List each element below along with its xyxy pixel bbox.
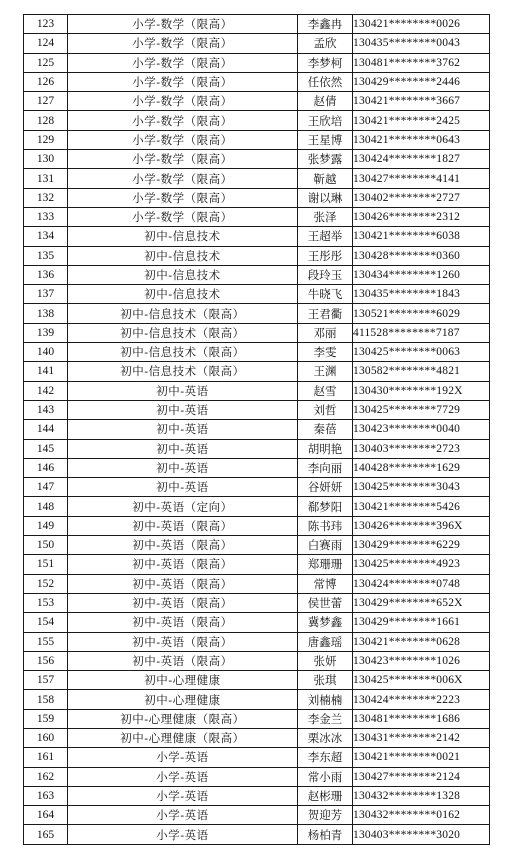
table-row [24,53,490,72]
subject-cell: 初中-心理健康（限高） [68,728,298,747]
row-number: 143 [24,400,68,419]
row-number: 163 [24,786,68,805]
subject-cell: 初中-信息技术 [68,285,298,304]
name-cell: 张泽 [298,207,353,226]
name-cell: 邓丽 [298,323,353,342]
id-number-cell: 130423********0040 [353,420,490,439]
table-row [24,400,490,419]
id-number-cell: 130429********1661 [353,613,490,632]
subject-cell: 小学-数学（限高） [68,207,298,226]
id-number-cell: 130427********2124 [353,767,490,786]
name-cell: 王彤彤 [298,246,353,265]
row-number: 147 [24,478,68,497]
id-number-cell: 130421********2425 [353,111,490,130]
table-row [24,207,490,226]
name-cell: 谢以琳 [298,188,353,207]
id-number-cell: 411528********7187 [353,323,490,342]
id-number-cell: 130432********1328 [353,786,490,805]
table-row [24,92,490,111]
name-cell: 赵倩 [298,92,353,111]
name-cell: 栗冰冰 [298,728,353,747]
id-number-cell: 130425********006X [353,671,490,690]
subject-cell: 小学-数学（限高） [68,15,298,34]
id-number-cell: 130421********5426 [353,497,490,516]
row-number: 130 [24,150,68,169]
id-number-cell: 130425********7729 [353,400,490,419]
subject-cell: 初中-信息技术 [68,227,298,246]
id-number-cell: 130432********0162 [353,806,490,825]
subject-cell: 小学-数学（限高） [68,188,298,207]
subject-cell: 小学-英语 [68,786,298,805]
table-row [24,728,490,747]
name-cell: 白赛雨 [298,536,353,555]
id-number-cell: 130582********4821 [353,362,490,381]
name-cell: 孟欣 [298,34,353,53]
id-number-cell: 130421********0021 [353,748,490,767]
name-cell: 唐鑫瑶 [298,632,353,651]
table-row [24,285,490,304]
table-row [24,15,490,34]
table-row [24,362,490,381]
name-cell: 赵雪 [298,381,353,400]
row-number: 132 [24,188,68,207]
subject-cell: 初中-英语（限高） [68,613,298,632]
subject-cell: 小学-英语 [68,748,298,767]
id-number-cell: 130421********0026 [353,15,490,34]
subject-cell: 初中-信息技术（限高） [68,343,298,362]
row-number: 165 [24,825,68,844]
subject-cell: 初中-英语 [68,400,298,419]
table-row [24,188,490,207]
id-number-cell: 130428********0360 [353,246,490,265]
table-row [24,420,490,439]
id-number-cell: 130402********2727 [353,188,490,207]
row-number: 131 [24,169,68,188]
id-number-cell: 130423********1026 [353,651,490,670]
row-number: 124 [24,34,68,53]
name-cell: 陈书玮 [298,516,353,535]
table-row [24,150,490,169]
name-cell: 王超举 [298,227,353,246]
row-number: 140 [24,343,68,362]
subject-cell: 小学-数学（限高） [68,34,298,53]
id-number-cell: 130403********3020 [353,825,490,844]
subject-cell: 初中-英语 [68,439,298,458]
row-number: 161 [24,748,68,767]
subject-cell: 初中-英语 [68,458,298,477]
table-row [24,767,490,786]
row-number: 142 [24,381,68,400]
subject-cell: 初中-英语（限高） [68,516,298,535]
id-number-cell: 130426********396X [353,516,490,535]
table-row [24,227,490,246]
row-number: 160 [24,728,68,747]
table-row [24,478,490,497]
subject-cell: 小学-数学（限高） [68,169,298,188]
row-number: 149 [24,516,68,535]
table-row [24,458,490,477]
name-cell: 张梦露 [298,150,353,169]
name-cell: 谷妍妍 [298,478,353,497]
subject-cell: 初中-心理健康 [68,690,298,709]
candidate-table-body [24,15,490,845]
row-number: 127 [24,92,68,111]
row-number: 153 [24,593,68,612]
table-row [24,516,490,535]
table-row [24,786,490,805]
subject-cell: 初中-信息技术（限高） [68,323,298,342]
subject-cell: 初中-信息技术 [68,246,298,265]
subject-cell: 初中-英语（定向） [68,497,298,516]
name-cell: 侯世蕾 [298,593,353,612]
name-cell: 张琪 [298,671,353,690]
name-cell: 刘楠楠 [298,690,353,709]
row-number: 136 [24,265,68,284]
name-cell: 赵彬珊 [298,786,353,805]
table-row [24,671,490,690]
id-number-cell: 130481********1686 [353,709,490,728]
subject-cell: 初中-英语（限高） [68,574,298,593]
subject-cell: 初中-心理健康 [68,671,298,690]
row-number: 157 [24,671,68,690]
row-number: 133 [24,207,68,226]
subject-cell: 小学-数学（限高） [68,111,298,130]
row-number: 155 [24,632,68,651]
name-cell: 常博 [298,574,353,593]
table-row [24,439,490,458]
subject-cell: 小学-数学（限高） [68,150,298,169]
table-row [24,574,490,593]
subject-cell: 初中-英语（限高） [68,632,298,651]
table-row [24,111,490,130]
id-number-cell: 130425********0063 [353,343,490,362]
id-number-cell: 130429********652X [353,593,490,612]
id-number-cell: 130424********1827 [353,150,490,169]
id-number-cell: 130434********1260 [353,265,490,284]
row-number: 129 [24,130,68,149]
id-number-cell: 130421********3667 [353,92,490,111]
id-number-cell: 130427********4141 [353,169,490,188]
id-number-cell: 130424********2223 [353,690,490,709]
subject-cell: 小学-英语 [68,806,298,825]
id-number-cell: 130421********6038 [353,227,490,246]
name-cell: 张妍 [298,651,353,670]
name-cell: 秦蓓 [298,420,353,439]
table-row [24,593,490,612]
table-row [24,806,490,825]
row-number: 125 [24,53,68,72]
table-row [24,72,490,91]
id-number-cell: 130426********2312 [353,207,490,226]
id-number-cell: 130481********3762 [353,53,490,72]
id-number-cell: 130425********4923 [353,555,490,574]
subject-cell: 小学-数学（限高） [68,72,298,91]
subject-cell: 初中-英语（限高） [68,651,298,670]
id-number-cell: 130403********2723 [353,439,490,458]
id-number-cell: 140428********1629 [353,458,490,477]
name-cell: 牛晓飞 [298,285,353,304]
id-number-cell: 130521********6029 [353,304,490,323]
id-number-cell: 130429********6229 [353,536,490,555]
table-row [24,304,490,323]
subject-cell: 初中-英语 [68,381,298,400]
candidate-table [23,14,490,845]
row-number: 159 [24,709,68,728]
row-number: 128 [24,111,68,130]
subject-cell: 初中-英语 [68,420,298,439]
subject-cell: 初中-英语（限高） [68,555,298,574]
subject-cell: 初中-英语 [68,478,298,497]
id-number-cell: 130431********2142 [353,728,490,747]
id-number-cell: 130429********2446 [353,72,490,91]
subject-cell: 小学-数学（限高） [68,92,298,111]
subject-cell: 初中-英语（限高） [68,593,298,612]
row-number: 141 [24,362,68,381]
table-row [24,323,490,342]
name-cell: 郗梦阳 [298,497,353,516]
name-cell: 贺迎芳 [298,806,353,825]
id-number-cell: 130421********0643 [353,130,490,149]
table-row [24,748,490,767]
row-number: 137 [24,285,68,304]
row-number: 154 [24,613,68,632]
table-row [24,497,490,516]
row-number: 139 [24,323,68,342]
table-row [24,34,490,53]
table-row [24,381,490,400]
name-cell: 冀梦鑫 [298,613,353,632]
row-number: 152 [24,574,68,593]
name-cell: 李金兰 [298,709,353,728]
name-cell: 段玲玉 [298,265,353,284]
row-number: 162 [24,767,68,786]
name-cell: 王欣培 [298,111,353,130]
subject-cell: 小学-数学（限高） [68,130,298,149]
row-number: 135 [24,246,68,265]
subject-cell: 初中-信息技术（限高） [68,304,298,323]
subject-cell: 小学-英语 [68,825,298,844]
row-number: 164 [24,806,68,825]
name-cell: 李东超 [298,748,353,767]
table-row [24,690,490,709]
table-row [24,709,490,728]
name-cell: 任依然 [298,72,353,91]
table-row [24,555,490,574]
id-number-cell: 130421********0628 [353,632,490,651]
id-number-cell: 130430********192X [353,381,490,400]
name-cell: 王星博 [298,130,353,149]
name-cell: 常小雨 [298,767,353,786]
subject-cell: 初中-英语（限高） [68,536,298,555]
name-cell: 刘哲 [298,400,353,419]
row-number: 148 [24,497,68,516]
table-row [24,613,490,632]
subject-cell: 小学-英语 [68,767,298,786]
table-row [24,343,490,362]
name-cell: 李雯 [298,343,353,362]
name-cell: 杨柏青 [298,825,353,844]
id-number-cell: 130435********0043 [353,34,490,53]
row-number: 138 [24,304,68,323]
table-row [24,651,490,670]
subject-cell: 初中-信息技术（限高） [68,362,298,381]
name-cell: 靳越 [298,169,353,188]
row-number: 134 [24,227,68,246]
name-cell: 胡明艳 [298,439,353,458]
id-number-cell: 130425********3043 [353,478,490,497]
subject-cell: 初中-心理健康（限高） [68,709,298,728]
id-number-cell: 130424********0748 [353,574,490,593]
subject-cell: 初中-信息技术 [68,265,298,284]
table-row [24,130,490,149]
table-row [24,169,490,188]
table-row [24,246,490,265]
row-number: 146 [24,458,68,477]
table-row [24,825,490,844]
row-number: 150 [24,536,68,555]
row-number: 144 [24,420,68,439]
name-cell: 李鑫冉 [298,15,353,34]
row-number: 126 [24,72,68,91]
subject-cell: 小学-数学（限高） [68,53,298,72]
row-number: 151 [24,555,68,574]
name-cell: 李向丽 [298,458,353,477]
table-row [24,265,490,284]
row-number: 145 [24,439,68,458]
name-cell: 王君衢 [298,304,353,323]
table-row [24,536,490,555]
row-number: 158 [24,690,68,709]
table-row [24,632,490,651]
name-cell: 李梦柯 [298,53,353,72]
row-number: 156 [24,651,68,670]
id-number-cell: 130435********1843 [353,285,490,304]
name-cell: 王渊 [298,362,353,381]
row-number: 123 [24,15,68,34]
name-cell: 郑珊珊 [298,555,353,574]
